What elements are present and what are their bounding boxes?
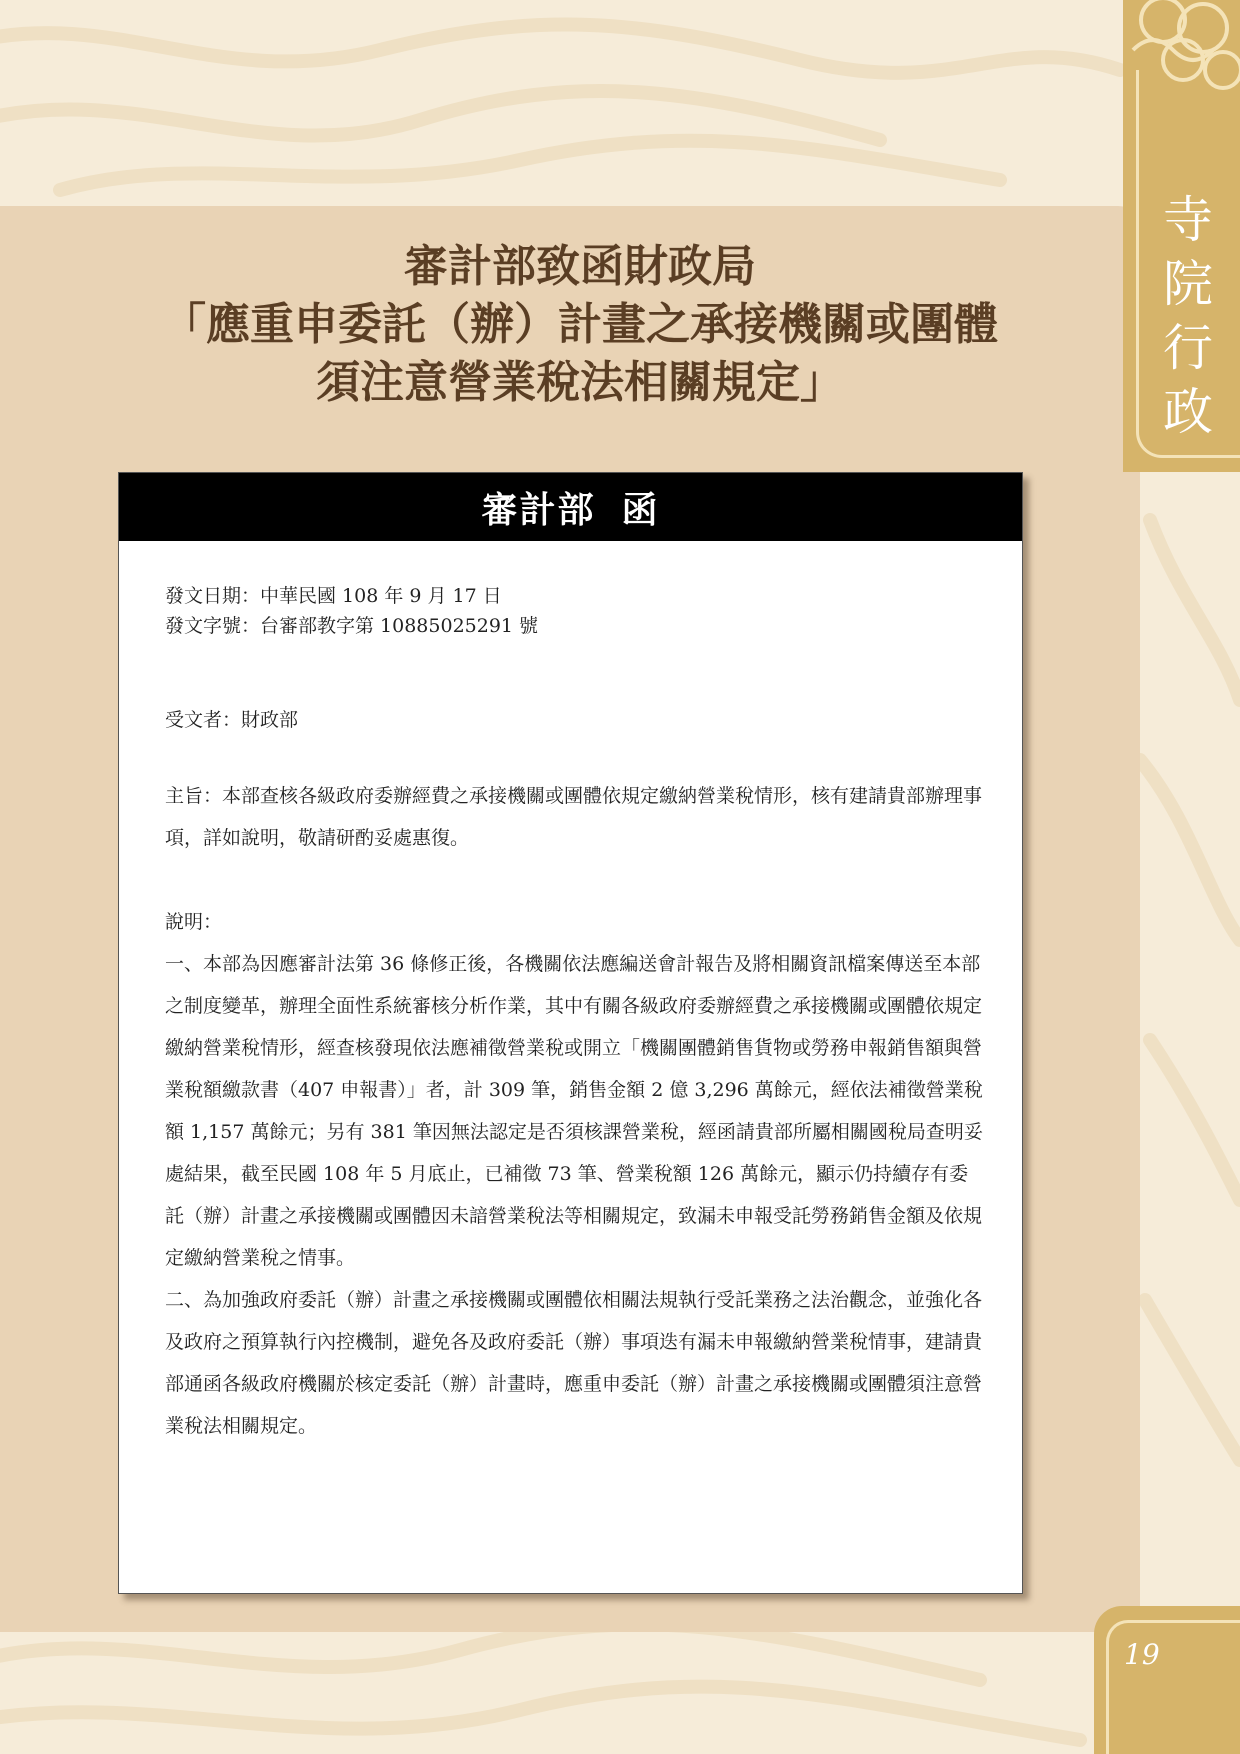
side-tab-char: 行: [1163, 319, 1213, 377]
letter-header: [119, 473, 1022, 541]
recipient: 受文者：財政部: [165, 709, 299, 731]
side-tab-char: 寺: [1163, 191, 1213, 249]
issue-date: 發文日期：中華民國 108 年 9 月 17 日: [165, 585, 502, 607]
issue-number: 發文字號：台審部教字第 10885025291 號: [165, 615, 539, 637]
title-line: 須注意營業稅法相關規定」: [316, 357, 844, 408]
side-tab-title: [1136, 188, 1240, 444]
title-line: 「應重申委託（辦）計畫之承接機關或團體: [162, 299, 998, 350]
side-tab-char: 政: [1163, 383, 1213, 441]
letter-type: 函: [621, 488, 660, 531]
side-tab-char: 院: [1163, 255, 1213, 313]
explanation-title: 說明：: [165, 911, 223, 933]
explanation-item-1: 一、本部為因應審計法第 36 條修正後，各機關依法應編送會計報告及將相關資訊檔案傳送至本部之制度變革，辦理全面性系統審核分析作業，其中有關各級政府委辦經費之承接機關或團體依規定繳納營業稅情形，經查核發現依法應補徵營業稅或開立「機關團體銷售貨物或勞務申報銷售額與營業稅額繳款書（407 申報書）」者，計 309 筆，銷售金額 2 億 3,296 萬餘元，經依法補徵營業稅額 1,157 萬餘元；另有 381 筆因無法認定是否須核課營業稅，經函請貴部所屬相關國稅局查明妥處結果，截至民國 108 年 5 月底止，已補徵 73 筆、營業稅額 126 萬餘元，顯示仍持續存有委託（辦）計畫之承接機關或團體因未諳營業稅法等相關規定，致漏未申報受託勞務銷售金額及依規定繳納營業稅之情事。: [165, 953, 983, 1269]
page-number: 19: [1124, 1638, 1160, 1671]
letter-body: [165, 581, 985, 1447]
official-letter: [118, 472, 1023, 1594]
title-line: 審計部致函財政局: [404, 241, 756, 292]
page-title: [120, 238, 1040, 412]
explanation-item-2: 二、為加強政府委託（辦）計畫之承接機關或團體依相關法規執行受託業務之法治觀念，並強化各及政府之預算執行內控機制，避免各及政府委託（辦）事項迭有漏未申報繳納營業稅情事，建請貴部通函各級政府機關於核定委託（辦）計畫時，應重申委託（辦）計畫之承接機關或團體須注意營業稅法相關規定。: [165, 1289, 983, 1437]
letter-subject: 主旨：本部查核各級政府委辦經費之承接機關或團體依規定繳納營業稅情形，核有建請貴部辦理事項，詳如說明，敬請研酌妥處惠復。: [165, 785, 983, 849]
letter-org: 審計部: [481, 488, 596, 531]
